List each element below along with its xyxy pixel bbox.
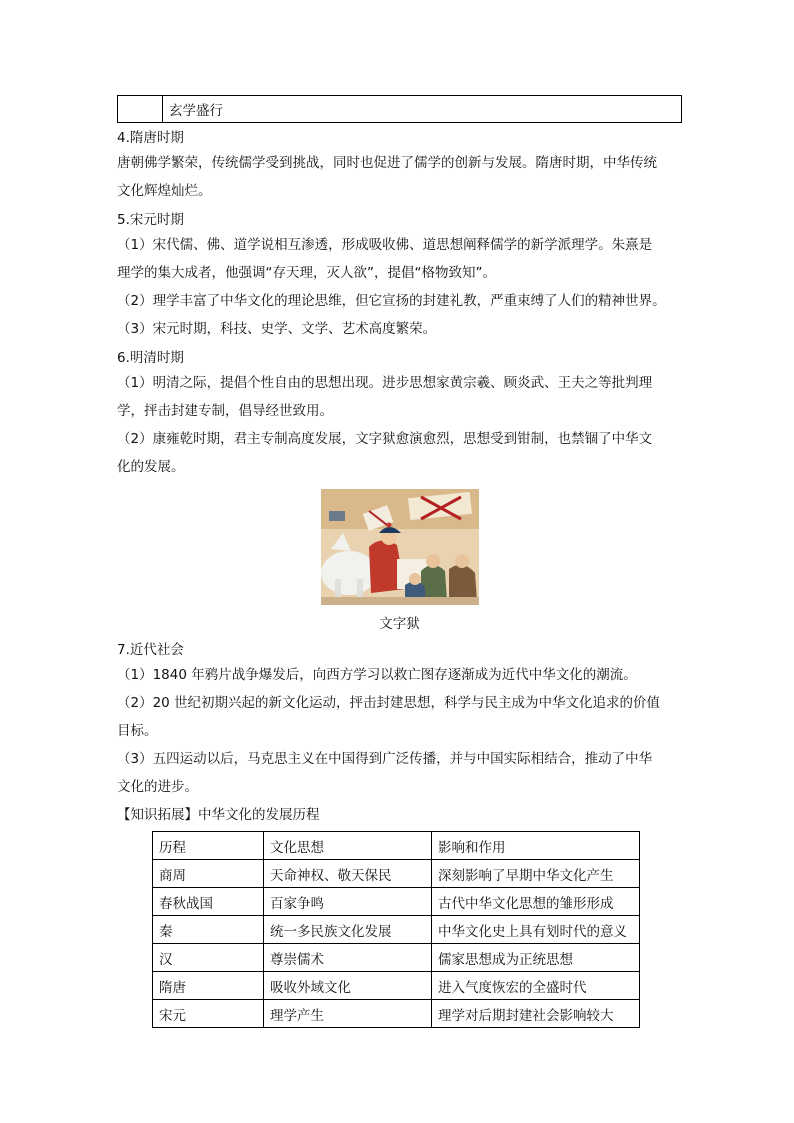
table-row [153,860,640,888]
paragraph-line: 文化辉煌灿烂。 [117,183,212,199]
table-row [153,888,640,916]
table-cell: 天命神权、敬天保民 [264,860,432,888]
column-header: 影响和作用 [432,832,640,860]
paragraph-line: 理学的集大成者，他强调“存天理，灭人欲”，提倡“格物致知”。 [117,265,496,281]
table-cell: 古代中华文化思想的雏形形成 [432,888,640,916]
extension-title: 【知识拓展】中华文化的发展历程 [117,807,320,823]
paragraph-line: 唐朝佛学繁荣，传统儒学受到挑战，同时也促进了儒学的创新与发展。隋唐时期，中华传统 [117,155,657,171]
table-cell: 儒家思想成为正统思想 [432,944,640,972]
paragraph-line: （1）1840 年鸦片战争爆发后，向西方学习以救亡图存逐渐成为近代中华文化的潮流。 [117,667,637,683]
table-row [118,96,682,123]
table-cell: 秦 [153,916,264,944]
paragraph-line: （2）康雍乾时期，君主专制高度发展，文字狱愈演愈烈，思想受到钳制，也禁锢了中华文 [117,431,653,447]
table-row [153,1000,640,1028]
document-page [117,95,682,1028]
paragraph-line: 目标。 [117,723,158,739]
paragraph-line: 学，抨击封建专制，倡导经世致用。 [117,403,333,419]
literary-inquisition-illustration [321,489,479,605]
table-cell: 百家争鸣 [264,888,432,916]
table-cell: 统一多民族文化发展 [264,916,432,944]
section-title-modern-society: 7.近代社会 [117,642,184,658]
section-title-sui-tang: 4.隋唐时期 [117,130,184,146]
table-cell: 汉 [153,944,264,972]
section-title-song-yuan: 5.宋元时期 [117,212,184,228]
table-cell: 中华文化史上具有划时代的意义 [432,916,640,944]
table-cell: 隋唐 [153,972,264,1000]
table-row [153,972,640,1000]
figure-caption: 文字狱 [379,616,420,632]
table-header-row [153,832,640,860]
table-cell: 深刻影响了早期中华文化产生 [432,860,640,888]
table-cell: 商周 [153,860,264,888]
paragraph-line: （1）宋代儒、佛、道学说相互渗透，形成吸收佛、道思想阐释儒学的新学派理学。朱熹是 [117,237,653,253]
table-cell: 进入气度恢宏的全盛时代 [432,972,640,1000]
paragraph-line: 化的发展。 [117,459,185,475]
paragraph-line: （1）明清之际，提倡个性自由的思想出现。进步思想家黄宗羲、顾炎武、王夫之等批判理 [117,375,653,391]
table-cell: 玄学盛行 [163,96,682,123]
table-row [153,944,640,972]
table-cell: 春秋战国 [153,888,264,916]
table-cell: 尊崇儒术 [264,944,432,972]
table-cell: 吸收外域文化 [264,972,432,1000]
table-cell-empty [118,96,163,123]
figure [117,489,682,635]
paragraph-line: （2）理学丰富了中华文化的理论思维，但它宣扬的封建礼教，严重束缚了人们的精神世界。 [117,293,666,309]
column-header: 历程 [153,832,264,860]
paragraph-line: （3）宋元时期，科技、史学、文学、艺术高度繁荣。 [117,321,437,337]
column-header: 文化思想 [264,832,432,860]
paragraph-line: （3）五四运动以后，马克思主义在中国得到广泛传播，并与中国实际相结合，推动了中华 [117,751,653,767]
table-cell: 理学产生 [264,1000,432,1028]
table-row [153,916,640,944]
culture-development-table [152,831,640,1028]
top-table-fragment [117,95,682,123]
paragraph-line: （2）20 世纪初期兴起的新文化运动，抨击封建思想，科学与民主成为中华文化追求的价值 [117,695,661,711]
table-cell: 宋元 [153,1000,264,1028]
table-cell: 理学对后期封建社会影响较大 [432,1000,640,1028]
section-title-ming-qing: 6.明清时期 [117,350,184,366]
paragraph-line: 文化的进步。 [117,779,198,795]
